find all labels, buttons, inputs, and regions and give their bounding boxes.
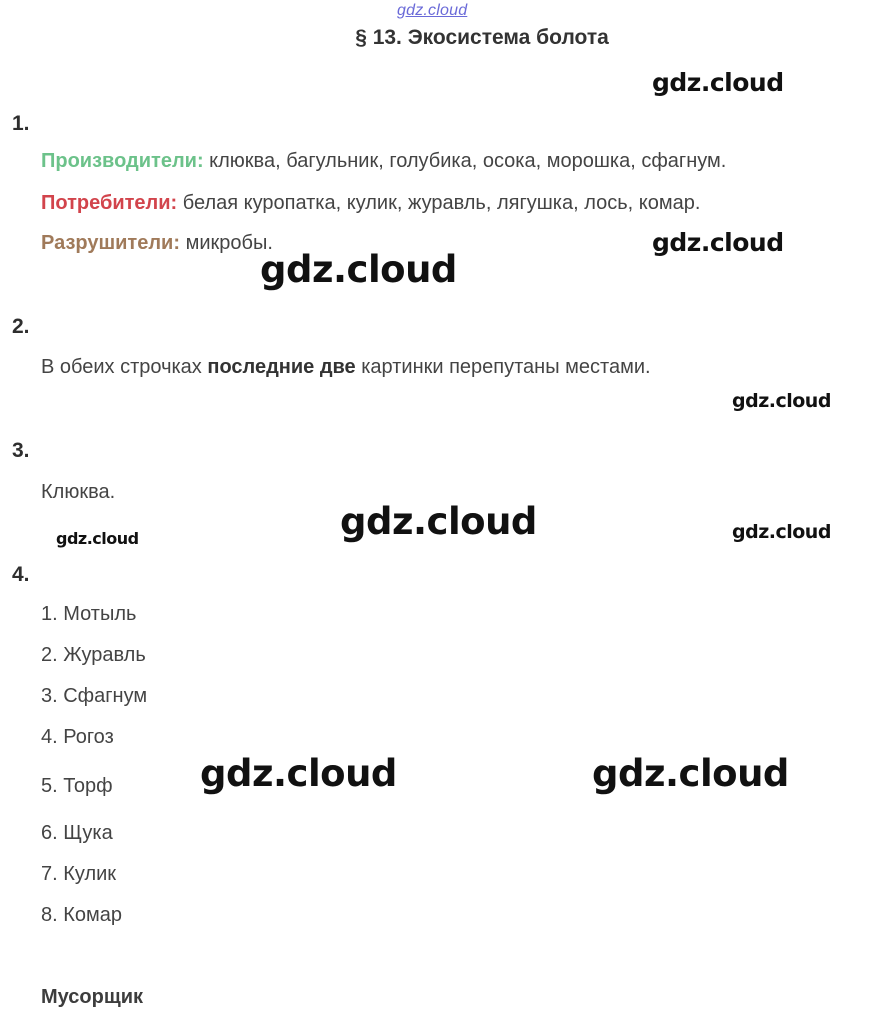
- list-item: 8. Комар: [41, 904, 123, 926]
- consumers-label: Потребители:: [41, 192, 178, 214]
- list-item: 4. Рогоз: [41, 726, 114, 748]
- producers-label: Производители:: [41, 150, 204, 172]
- q2-text-before: В обеих строчках: [41, 356, 208, 378]
- producers-text: клюква, багульник, голубика, осока, морошка, сфагнум.: [203, 150, 727, 172]
- watermark: gdz.cloud: [592, 752, 789, 795]
- watermark: gdz.cloud: [340, 500, 537, 543]
- footer-label: Мусорщик: [41, 986, 144, 1008]
- list-item: 2. Журавль: [41, 644, 146, 666]
- watermark: gdz.cloud: [732, 521, 831, 543]
- decomposers-line: [41, 232, 273, 255]
- watermark: gdz.cloud: [260, 248, 457, 291]
- list-item: 6. Щука: [41, 822, 113, 844]
- watermark-top: gdz.cloud: [397, 2, 468, 19]
- watermark: gdz.cloud: [56, 529, 139, 548]
- list-item: 5. Торф: [41, 775, 113, 797]
- page-title: § 13. Экосистема болота: [355, 26, 609, 49]
- watermark: gdz.cloud: [652, 68, 784, 97]
- question-1-number: 1.: [12, 112, 30, 135]
- consumers-text: белая куропатка, кулик, журавль, лягушка, лось, комар.: [177, 192, 701, 214]
- q2-text-after: картинки перепутаны местами.: [355, 356, 651, 378]
- decomposers-label: Разрушители:: [41, 232, 181, 254]
- q2-text-bold: последние две: [207, 356, 356, 378]
- list-item: 7. Кулик: [41, 863, 117, 885]
- decomposers-text: микробы.: [180, 232, 273, 254]
- question-3-number: 3.: [12, 439, 30, 462]
- question-3-answer: Клюква.: [41, 481, 116, 503]
- question-2-answer: [41, 356, 651, 379]
- watermark: gdz.cloud: [200, 752, 397, 795]
- list-item: 3. Сфагнум: [41, 685, 148, 707]
- consumers-line: [41, 192, 700, 215]
- list-item: 1. Мотыль: [41, 603, 137, 625]
- question-4-number: 4.: [12, 563, 30, 586]
- question-2-number: 2.: [12, 315, 30, 338]
- watermark: gdz.cloud: [652, 228, 784, 257]
- watermark: gdz.cloud: [732, 390, 831, 412]
- producers-line: [41, 150, 726, 173]
